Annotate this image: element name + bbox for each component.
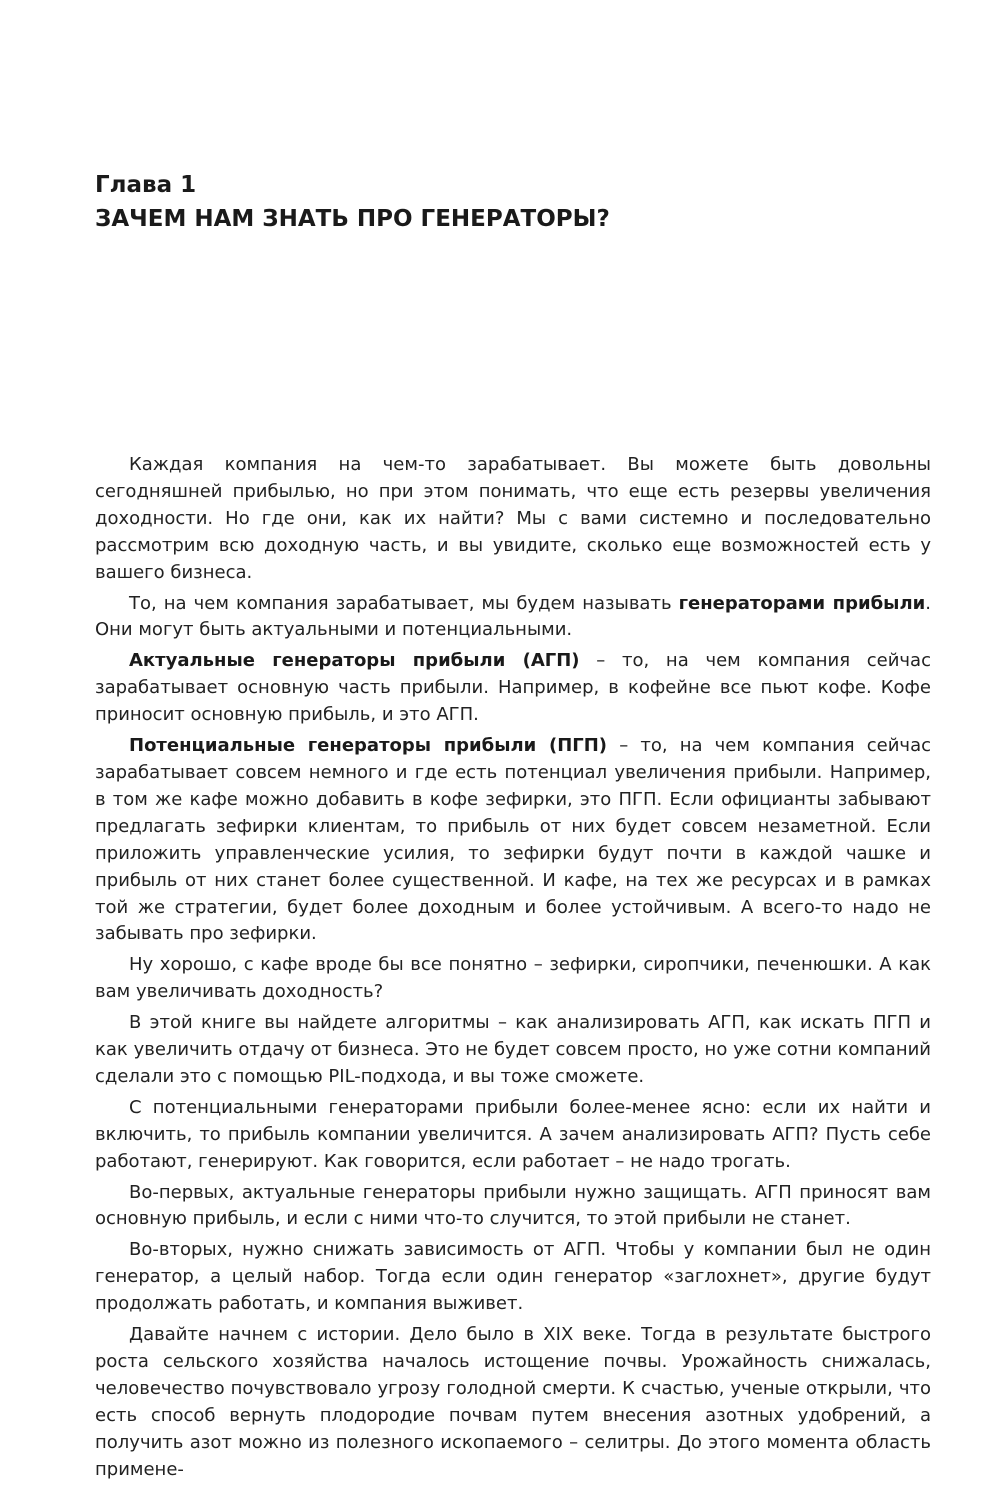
chapter-heading (95, 168, 610, 236)
paragraph: Во-вторых, нужно снижать зависимость от АГП. Чтобы у компании был не один генератор, а целый набор. Тогда если один генератор «заглохнет», другие будут продолжать работать, и компания выживет. (95, 1239, 931, 1315)
term-pgp: Потенциальные генераторы прибыли (ПГП) (129, 735, 608, 757)
paragraph: В этой книге вы найдете алгоритмы – как анализировать АГП, как искать ПГП и как увеличить отдачу от бизнеса. Это не будет совсем просто, но уже сотни компаний сделали это с помощью PIL-подхода, и вы тоже сможете. (95, 1012, 931, 1087)
paragraph: Каждая компания на чем-то зарабатывает. Вы можете быть довольны сегодняшней прибылью, но при этом понимать, что еще есть резервы увеличения доходности. Но где они, как их найти? Мы с вами системно и последовательно рассмотрим всю доходную часть, и вы увидите, сколько еще возможностей есть у вашего бизнеса. (95, 454, 931, 583)
paragraph-text: То, на чем компания зарабатывает, мы будем называть (129, 592, 679, 614)
paragraph (95, 648, 931, 729)
paragraph (95, 733, 931, 948)
paragraph-text: . Они могут быть актуальными и потенциальными. (95, 592, 931, 641)
paragraph: Давайте начнем с истории. Дело было в XIX веке. Тогда в результате быстрого роста сельского хозяйства началось истощение почвы. Урожайность снижалась, человечество почувствовало угрозу голодной смерти. К счастью, ученые открыли, что есть способ вернуть плодородие почвам путем внесения азотных удобрений, а получить азот можно из полезного ископаемого – селитры. До этого момента область примене- (95, 1324, 931, 1480)
chapter-body (95, 452, 931, 1488)
term-profit-generators: генераторами прибыли (678, 592, 926, 614)
paragraph (95, 591, 931, 645)
paragraph: Во-первых, актуальные генераторы прибыли нужно защищать. АГП приносят вам основную прибыль, и если с ними что-то случится, то этой прибыли не станет. (95, 1181, 931, 1230)
term-agp: Актуальные генераторы прибыли (АГП) (129, 650, 580, 672)
paragraph-text: – то, на чем компания сейчас зарабатывает основную часть прибыли. Например, в кофейне все пьют кофе. Кофе приносит основную прибыль, и это АГП. (95, 650, 931, 726)
paragraph: С потенциальными генераторами прибыли более-менее ясно: если их найти и включить, то прибыль компании увеличится. А зачем анализировать АГП? Пусть себе работают, генерируют. Как говорится, если работает – не надо трогать. (95, 1096, 931, 1172)
paragraph: Ну хорошо, с кафе вроде бы все понятно – зефирки, сиропчики, печенюшки. А как вам увеличивать доходность? (95, 954, 931, 1003)
chapter-title: ЗАЧЕМ НАМ ЗНАТЬ ПРО ГЕНЕРАТОРЫ? (95, 206, 610, 232)
paragraph-text: – то, на чем компания сейчас зарабатывает совсем немного и где есть потенциал увеличения прибыли. Например, в том же кафе можно добавить в кофе зефирки, это ПГП. Если официанты забывают предлагать зефирки клиентам, то прибыль от них будет совсем незаметной. Если приложить управленческие усилия, то зефирки будут почти в каждой чашке и прибыль от них станет более существенной. И кафе, на тех же ресурсах и в рамках той же стратегии, будет более доходным и более устойчивым. А всего-то надо не забывать про зефирки. (95, 735, 931, 945)
chapter-label: Глава 1 (95, 172, 197, 198)
